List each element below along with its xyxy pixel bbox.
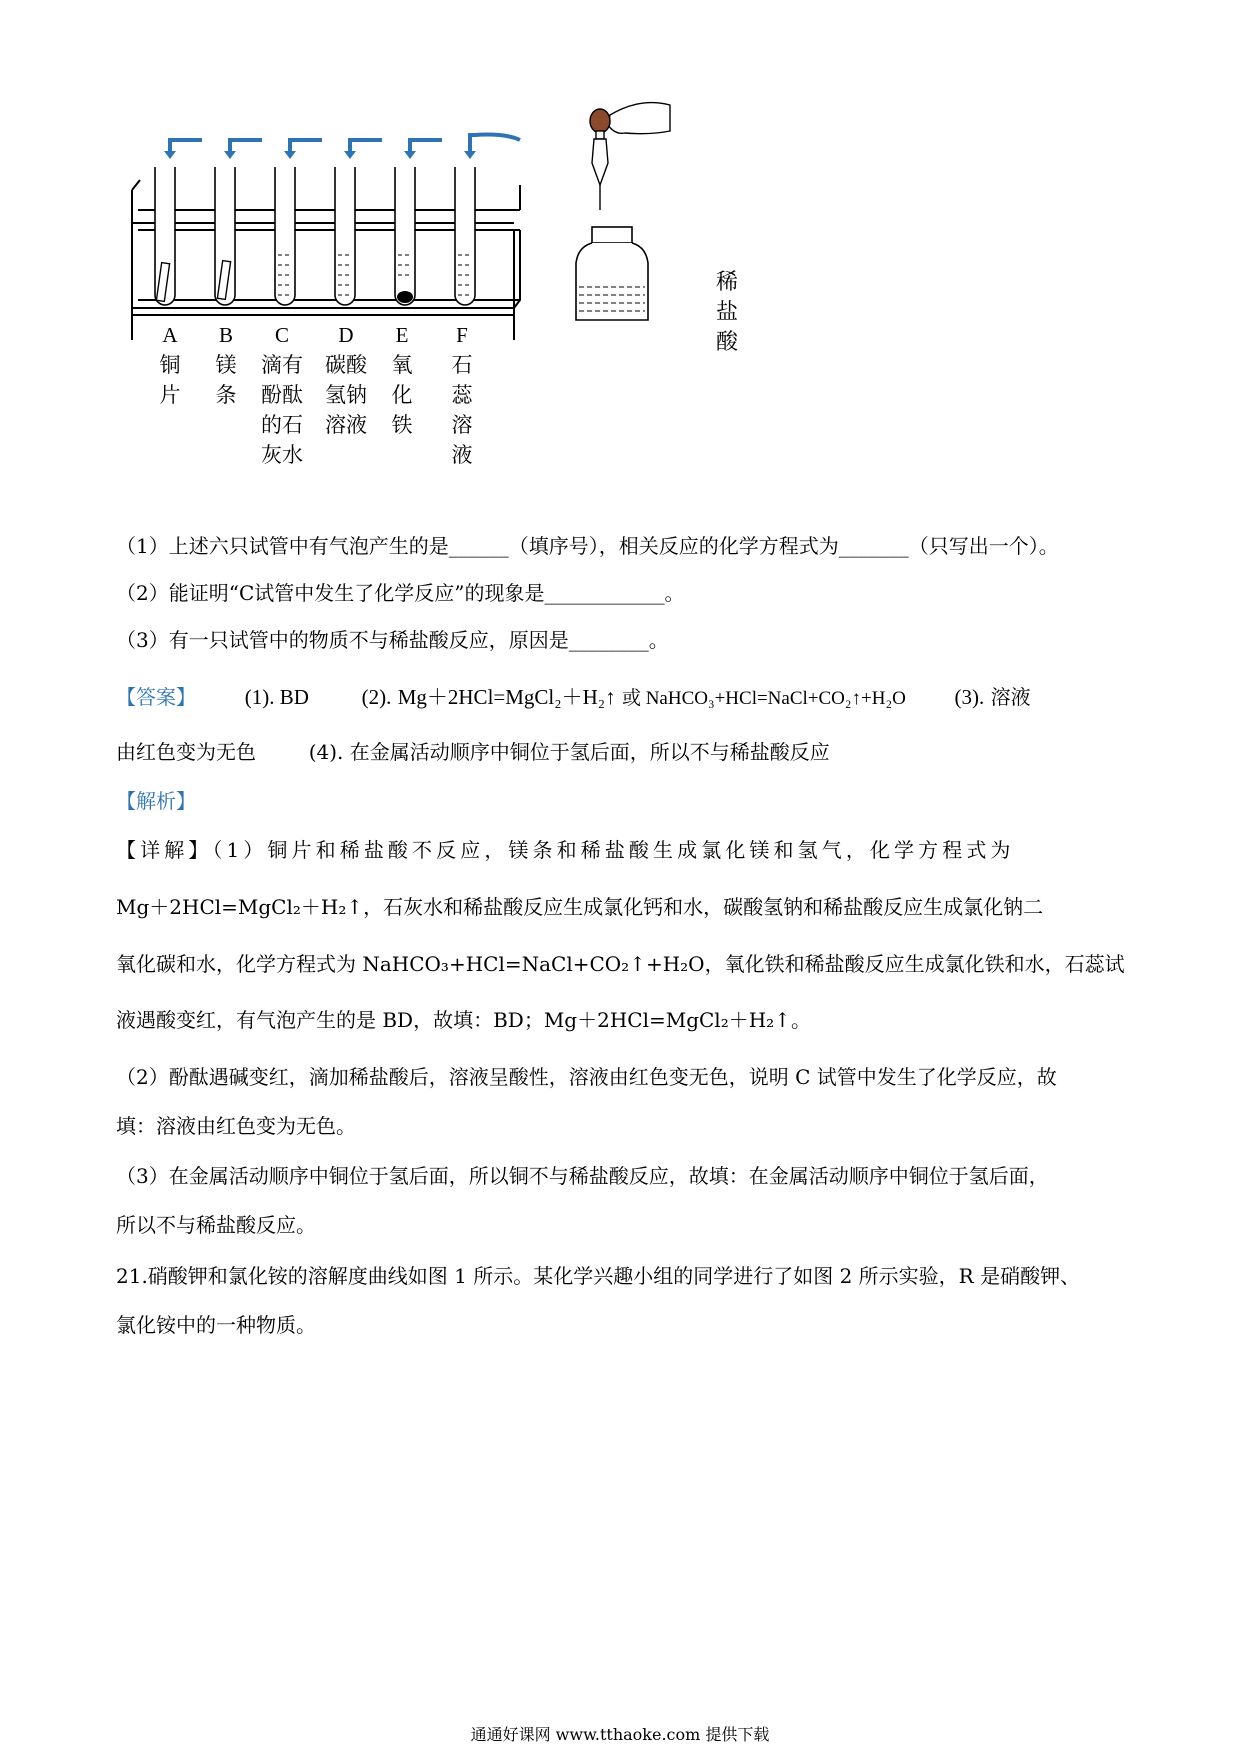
detail-1-line-2: Mg＋2HCl=MgCl₂＋H₂↑，石灰水和稀盐酸反应生成氯化钙和水，碳酸氢钠和稀盐酸反应生成氯化钠二 bbox=[116, 895, 1044, 919]
detail-3-line-1: （3）在金属活动顺序中铜位于氢后面，所以铜不与稀盐酸反应，故填：在金属活动顺序中铜位于氢后面， bbox=[116, 1164, 1049, 1188]
answer-1: (1). BD bbox=[244, 685, 309, 709]
tube-c bbox=[275, 167, 295, 305]
tube-substance: 镁条 bbox=[215, 353, 237, 407]
question-21-line-2: 氯化铵中的一种物质。 bbox=[116, 1313, 316, 1337]
tube-letter: B bbox=[218, 323, 233, 347]
tube-substance: 滴有酚酞的石灰水 bbox=[261, 353, 303, 467]
answer-3-rest: 由红色变为无色 bbox=[116, 740, 256, 764]
test-tube-rack-diagram bbox=[110, 95, 770, 355]
tube-letter: D bbox=[338, 323, 354, 347]
test-tubes bbox=[155, 167, 475, 305]
tube-label-a bbox=[150, 321, 190, 410]
question-21-line-1: 21.硝酸钾和氯化铵的溶解度曲线如图 1 所示。某化学兴趣小组的同学进行了如图 2 所示实验，R 是硝酸钾、 bbox=[116, 1264, 1081, 1288]
answer-3-start: 溶液 bbox=[990, 685, 1031, 709]
tube-f bbox=[455, 167, 475, 305]
tube-letter: C bbox=[274, 323, 289, 347]
answer-2-alternative: 或 NaHCO₃+HCl=NaCl+CO₂↑+H₂O bbox=[621, 688, 906, 709]
experiment-figure bbox=[110, 95, 770, 505]
tube-d bbox=[335, 167, 355, 305]
answer-line-2 bbox=[116, 738, 1132, 766]
tube-letter: F bbox=[456, 323, 468, 347]
answer-2-equation: Mg＋2HCl=MgCl₂＋H₂↑ bbox=[397, 685, 616, 709]
detail-1-head: 【详解】（1）铜片和稀盐酸不反应，镁条和稀盐酸生成氯化镁和氢气，化学方程式为 bbox=[116, 838, 1015, 862]
tube-label-f bbox=[442, 321, 482, 470]
answer-4: (4). 在金属活动顺序中铜位于氢后面，所以不与稀盐酸反应 bbox=[308, 740, 830, 764]
answer-3-label: (3). bbox=[954, 685, 985, 709]
tube-label-d bbox=[326, 321, 366, 440]
tube-letter: A bbox=[162, 323, 178, 347]
bottle-label: 稀盐酸 bbox=[715, 270, 738, 355]
tube-substance: 铜片 bbox=[159, 353, 181, 407]
question-3: （3）有一只试管中的物质不与稀盐酸反应，原因是________。 bbox=[116, 628, 669, 652]
detail-1-line-3: 氧化碳和水，化学方程式为 NaHCO₃+HCl=NaCl+CO₂↑+H₂O，氧化铁和稀盐酸反应生成氯化铁和水，石蕊试 bbox=[116, 952, 1125, 976]
question-2: （2）能证明“C试管中发生了化学反应”的现象是____________。 bbox=[116, 581, 685, 605]
detail-2-line-2: 填：溶液由红色变为无色。 bbox=[116, 1114, 356, 1138]
detail-1-line-4: 液遇酸变红，有气泡产生的是 BD，故填：BD；Mg＋2HCl=MgCl₂＋H₂↑。 bbox=[116, 1008, 811, 1032]
detail-3-line-2: 所以不与稀盐酸反应。 bbox=[116, 1213, 316, 1237]
tube-label-c bbox=[262, 321, 302, 470]
dilute-hcl-bottle bbox=[576, 227, 648, 320]
answer-tag: 【答案】 bbox=[116, 685, 196, 709]
tube-letter: E bbox=[395, 323, 409, 347]
iron-oxide-solid bbox=[397, 291, 413, 303]
dropping-arrows bbox=[170, 135, 520, 153]
page-footer: 通通好课网 www.tthaoke.com 提供下载 bbox=[470, 1725, 770, 1744]
tube-substance: 石蕊溶液 bbox=[451, 353, 473, 467]
dropper-hand-icon bbox=[590, 103, 670, 210]
tube-substance: 氧化铁 bbox=[391, 353, 413, 437]
detail-2-line-1: （2）酚酞遇碱变红，滴加稀盐酸后，溶液呈酸性，溶液由红色变无色，说明 C 试管中发生了化学反应，故 bbox=[116, 1065, 1057, 1089]
analysis-tag: 【解析】 bbox=[116, 789, 196, 813]
tube-e bbox=[395, 167, 415, 305]
answer-2-label: (2). bbox=[361, 685, 392, 709]
answer-line-1 bbox=[116, 683, 1132, 713]
tube-label-b bbox=[206, 321, 246, 410]
question-1: （1）上述六只试管中有气泡产生的是______（填序号），相关反应的化学方程式为_______（只写出一个）。 bbox=[116, 534, 1059, 558]
tube-substance: 碳酸氢钠溶液 bbox=[325, 353, 367, 437]
tube-label-e bbox=[382, 321, 422, 440]
